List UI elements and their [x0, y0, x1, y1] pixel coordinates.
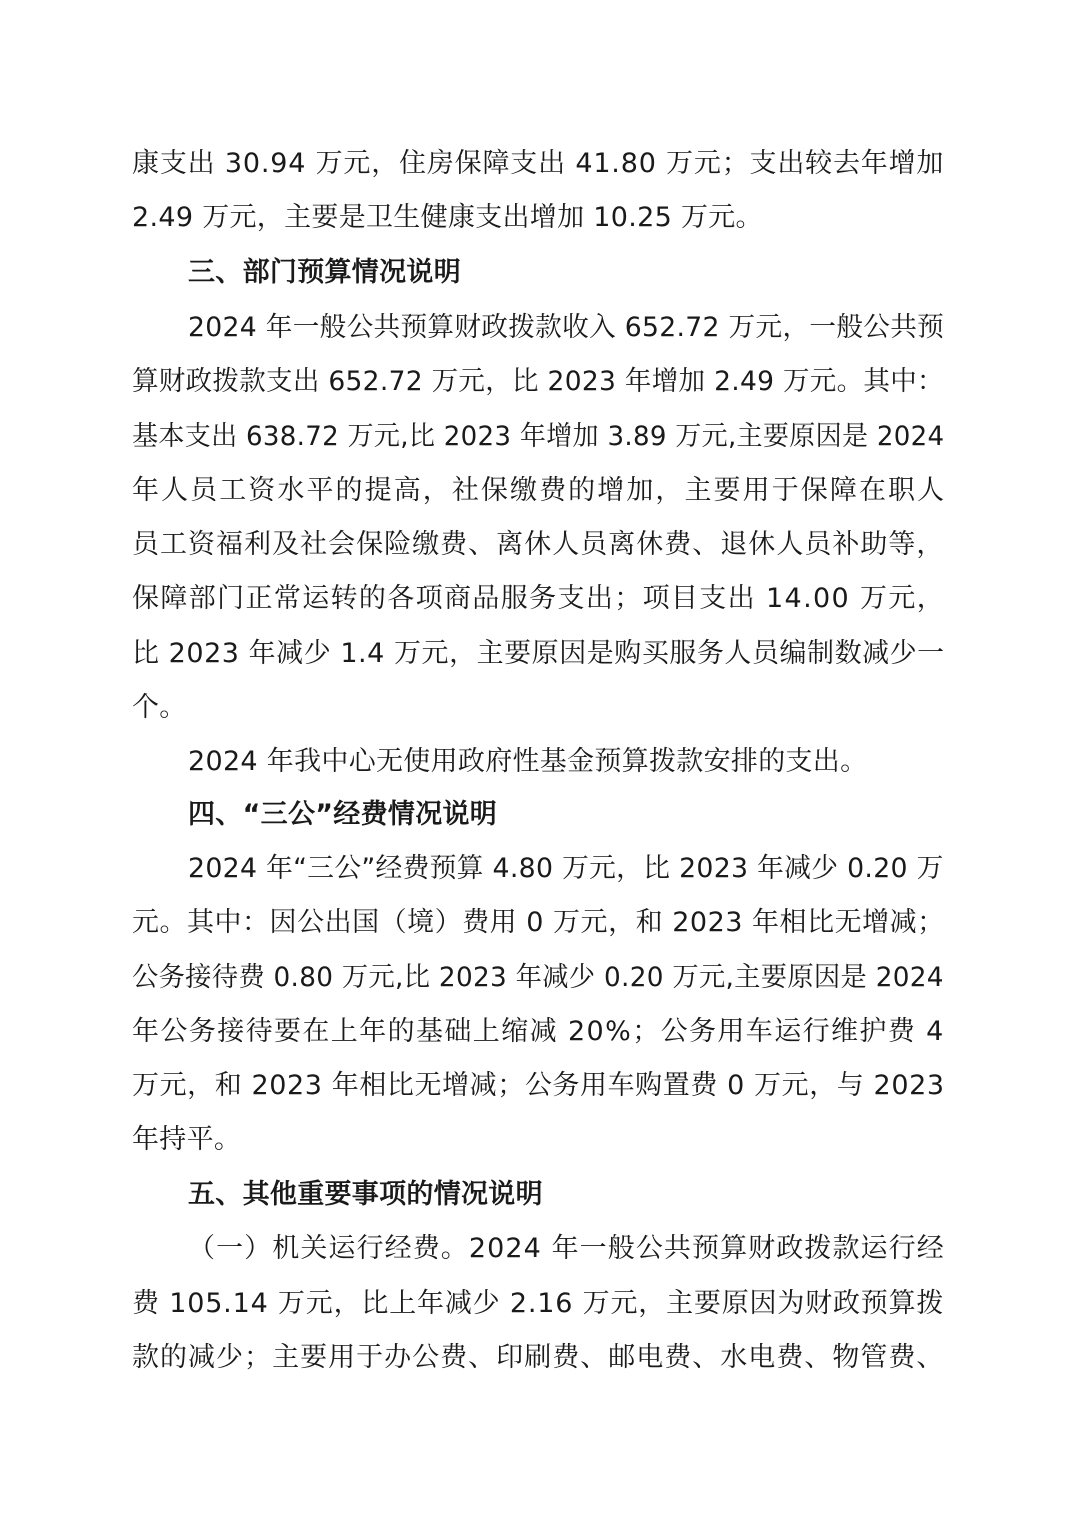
body-text-line: 2024 年一般公共预算财政拨款收入 652.72 万元，一般公共预 — [188, 312, 945, 343]
body-text-line: 款的减少；主要用于办公费、印刷费、邮电费、水电费、物管费、 — [132, 1342, 945, 1373]
body-text-line: 万元，和 2023 年相比无增减；公务用车购置费 0 万元，与 2023 — [132, 1070, 945, 1101]
section-heading: 三、部门预算情况说明 — [188, 257, 461, 288]
body-text-line: 元。其中：因公出国（境）费用 0 万元，和 2023 年相比无增减； — [132, 907, 945, 938]
body-text-line: 2.49 万元，主要是卫生健康支出增加 10.25 万元。 — [132, 202, 763, 233]
body-text-line: 比 2023 年减少 1.4 万元，主要原因是购买服务人员编制数减少一 — [132, 638, 945, 669]
body-text-line: 公务接待费 0.80 万元,比 2023 年减少 0.20 万元,主要原因是 2024 — [132, 962, 944, 993]
section-heading: 四、“三公”经费情况说明 — [188, 799, 498, 830]
body-text-line: 2024 年我中心无使用政府性基金预算拨款安排的支出。 — [188, 746, 868, 777]
body-text-line: 年公务接待要在上年的基础上缩减 20%；公务用车运行维护费 4 — [132, 1016, 945, 1047]
body-text-line: 费 105.14 万元，比上年减少 2.16 万元，主要原因为财政预算拨 — [132, 1288, 945, 1319]
body-text-line: 基本支出 638.72 万元,比 2023 年增加 3.89 万元,主要原因是 2024 — [132, 421, 945, 452]
body-text-line: 员工资福利及社会保险缴费、离休人员离休费、退休人员补助等， — [132, 529, 945, 560]
body-text-line: 2024 年“三公”经费预算 4.80 万元，比 2023 年减少 0.20 万 — [188, 853, 944, 884]
body-text-line: 年人员工资水平的提高，社保缴费的增加，主要用于保障在职人 — [132, 475, 947, 506]
body-text-line: 年持平。 — [132, 1124, 242, 1155]
body-text-line: 康支出 30.94 万元，住房保障支出 41.80 万元；支出较去年增加 — [132, 148, 945, 179]
body-text-line: 保障部门正常运转的各项商品服务支出；项目支出 14.00 万元， — [132, 583, 946, 614]
body-text-line: （一）机关运行经费。2024 年一般公共预算财政拨款运行经 — [188, 1233, 945, 1264]
body-text-line: 个。 — [132, 692, 187, 723]
section-heading: 五、其他重要事项的情况说明 — [188, 1179, 543, 1210]
body-text-line: 算财政拨款支出 652.72 万元，比 2023 年增加 2.49 万元。其中： — [132, 366, 944, 397]
